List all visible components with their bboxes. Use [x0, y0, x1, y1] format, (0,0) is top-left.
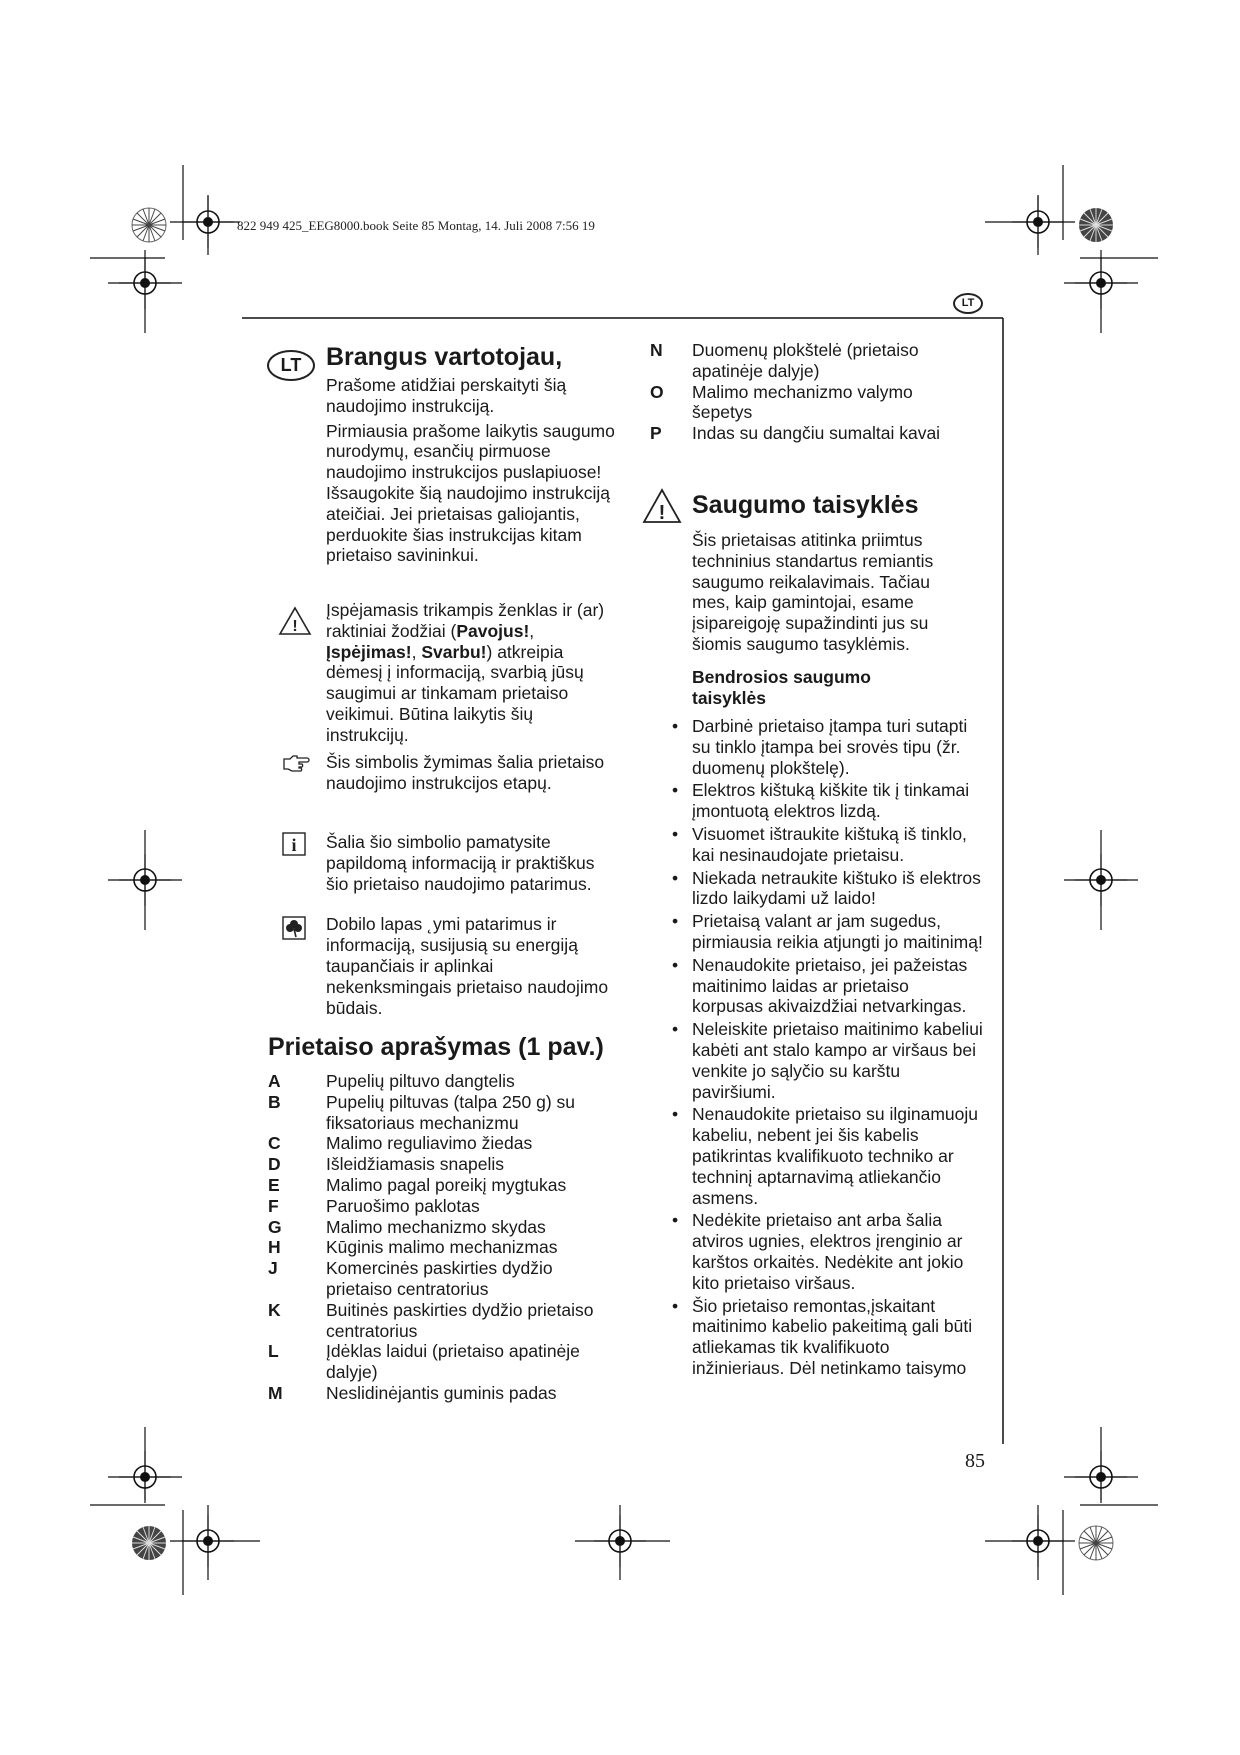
intro-paragraph: Pirmiausia prašome laikytis saugumo nurodymų, esančių pirmuose naudojimo instrukcijos puslapiuose! Išsaugokite šią naudojimo instrukciją ateičiai. Jei prietaisas galiojantis, perduokite šias instrukcijas kitam prietaiso savininkui. — [326, 420, 615, 566]
list-item: • Neleiskite prietaiso maitinimo kabeliui kabėti ant stalo kampo ar viršaus bei venkite jo sąlyčio su karštu paviršiumi. — [664, 1019, 984, 1102]
section-language-badge: LT — [267, 350, 315, 381]
list-item: K Buitinės paskirties dydžio prietaiso centratorius — [268, 1299, 594, 1341]
general-safety-title: Bendrosios saugumo taisyklės — [692, 667, 871, 708]
list-item: • Darbinė prietaiso įtampa turi sutapti su tinklo įtampa bei srovės tipu (žr. duomenų plokštelę). — [664, 716, 984, 778]
bullet-icon: • — [672, 780, 679, 801]
description-title: Prietaiso aprašymas (1 pav.) — [268, 1033, 604, 1061]
info-symbol-description: Šalia šio simbolio pamatysite papildomą informaciją ir praktiškus šio prietaiso naudojimo patarimus. — [326, 832, 595, 894]
list-item: M Neslidinėjantis guminis padas — [268, 1382, 557, 1403]
bullet-icon: • — [672, 1019, 679, 1040]
bullet-icon: • — [672, 716, 679, 736]
list-item: E Malimo pagal poreikį mygtukas — [268, 1174, 567, 1195]
list-item: • Visuomet ištraukite kištuką iš tinklo, kai nesinaudojate prietaisu. — [664, 824, 984, 866]
bullet-icon: • — [672, 823, 679, 844]
bullet-icon: • — [672, 1295, 679, 1316]
list-item: D Išleidžiamasis snapelis — [268, 1154, 504, 1175]
parts-legend — [268, 1071, 628, 1404]
warning-description: Įspėjamasis trikampis ženklas ir (ar) raktiniai žodžiai (Pavojus!, Įspėjimas!, Svarbu!) atkreipia dėmesį į informaciją, svarbią jūsų saugimui ar tinkamam prietaiso veikimui. Būtina laikytis šių instrukcijų. — [326, 600, 605, 745]
list-item: • Nenaudokite prietaiso su ilginamuoju kabeliu, nebent jei šis kabelis patikrintas kvalifikuoto techniko ar techninį aptarnavimą atliekančio asmens. — [664, 1104, 984, 1208]
pointing-hand-icon — [282, 754, 310, 772]
symbol-row-clover — [268, 914, 618, 1018]
list-item: P Indas su dangčiu sumaltai kavai — [650, 423, 941, 444]
bullet-icon: • — [672, 911, 679, 932]
safety-title: Saugumo taisyklės — [692, 491, 919, 519]
list-item: N Duomenų plokštelė (prietaiso apatinėje dalyje) — [650, 340, 919, 381]
warning-triangle-icon — [278, 606, 312, 636]
language-badge: LT — [953, 293, 983, 314]
safety-rules-list — [664, 716, 984, 1381]
clover-symbol-description: Dobilo lapas ˛ymi patarimus ir informaciją, susijusią su energiją taupančiais ir aplinkai nekenksmingais prietaiso naudojimo būdais. — [326, 914, 609, 1018]
list-item: G Malimo mechanizmo skydas — [268, 1216, 546, 1237]
safety-intro: Šis prietaisas atitinka priimtus techninius standartus remiantis saugumo reikalavimais. Tačiau mes, kaip gamintojai, esame įsipareigoję supažindinti jus su šiomis saugumo tasyklėmis. — [692, 530, 934, 654]
list-item: B Pupelių piltuvas (talpa 250 g) su fiksatoriaus mechanizmu — [268, 1091, 576, 1133]
intro-block — [326, 375, 616, 570]
list-item: J Komercinės paskirties dydžio prietaiso centratorius — [268, 1258, 553, 1299]
greeting-title: Brangus vartotojau, — [326, 343, 563, 371]
list-item: • Prietaisą valant ar jam sugedus, pirmiausia reikia atjungti jo maitinimą! — [664, 911, 984, 953]
clover-leaf-icon — [282, 916, 306, 940]
print-slug: 822 949 425_EEG8000.book Seite 85 Montag, 14. Juli 2008 7:56 19 — [237, 218, 595, 233]
list-item: L Įdėklas laidui (prietaiso apatinėje dalyje) — [268, 1341, 580, 1383]
svg-text:!: ! — [658, 502, 666, 524]
bullet-icon: • — [672, 1104, 679, 1125]
list-item: O Malimo mechanizmo valymo šepetys — [650, 381, 913, 423]
list-item: • Šio prietaiso remontas,įskaitant maitinimo kabelio pakeitimą gali būti atliekamas tik kvalifikuoto inžinieriaus. Dėl netinkamo taisymo — [664, 1296, 984, 1379]
parts-legend-continued — [650, 340, 980, 444]
bullet-icon: • — [672, 867, 679, 888]
list-item: • Nedėkite prietaiso ant arba šalia atviros ugnies, elektros įrenginio ar karštos orkaitės. Nedėkite ant jokio kito prietaiso viršaus. — [664, 1210, 984, 1293]
symbol-legend — [268, 600, 618, 1018]
list-item: • Nenaudokite prietaiso, jei pažeistas maitinimo laidas ar prietaiso korpusas akivaizdžiai netvarkingas. — [664, 955, 984, 1017]
list-item: A Pupelių piltuvo dangtelis — [268, 1071, 515, 1091]
svg-text:!: ! — [292, 618, 298, 635]
list-item: C Malimo reguliavimo žiedas — [268, 1133, 533, 1154]
list-item: F Paruošimo paklotas — [268, 1195, 480, 1216]
page-number: 85 — [965, 1450, 985, 1472]
symbol-row-instruction — [268, 752, 618, 812]
safety-warning-icon — [642, 488, 682, 524]
bullet-icon: • — [672, 1210, 679, 1231]
list-item: • Elektros kištuką kiškite tik į tinkamai įmontuotą elektros lizdą. — [664, 780, 984, 822]
instruction-symbol-description: Šis simbolis žymimas šalia prietaiso naudojimo instrukcijos etapų. — [326, 752, 605, 793]
svg-text:i: i — [291, 835, 297, 855]
info-icon — [282, 832, 306, 856]
bullet-icon: • — [672, 954, 679, 975]
list-item: H Kūginis malimo mechanizmas — [268, 1237, 558, 1258]
symbol-row-warning — [268, 600, 618, 750]
intro-paragraph: Prašome atidžiai perskaityti šią naudojimo instrukciją. — [326, 375, 567, 416]
list-item: • Niekada netraukite kištuko iš elektros lizdo laikydami už laido! — [664, 868, 984, 910]
symbol-row-info — [268, 832, 618, 894]
